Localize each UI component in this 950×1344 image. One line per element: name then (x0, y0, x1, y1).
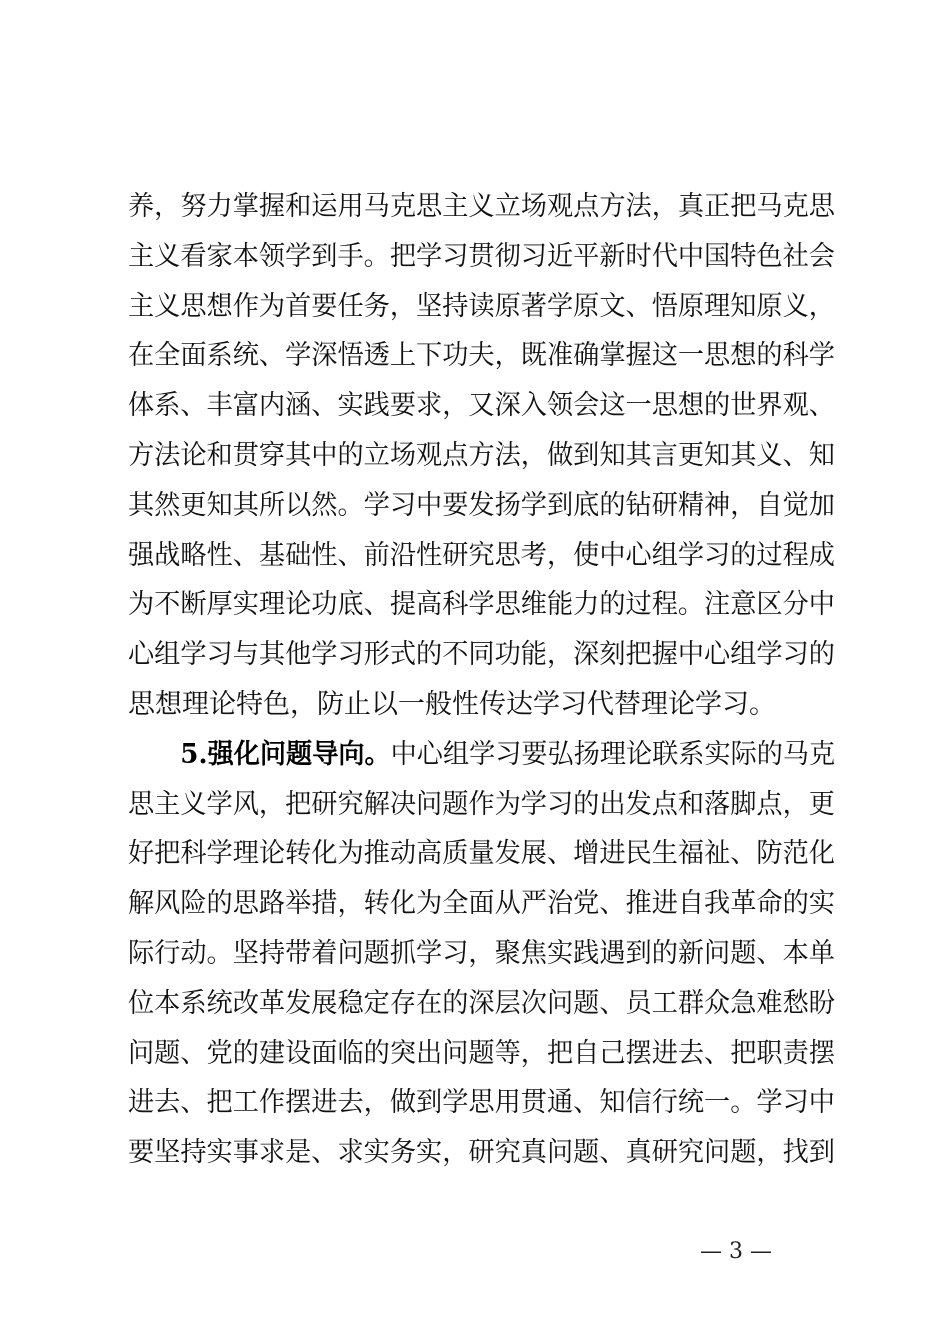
text-line (128, 929, 835, 979)
text-line-content: 解风险的思路举措，转化为全面从严治党、推进自我革命的实 (128, 888, 835, 920)
text-line (128, 431, 835, 481)
text-line-content: 方法论和贯穿其中的立场观点方法，做到知其言更知其义、知 (128, 439, 835, 471)
text-line-content: 心组学习与其他学习形式的不同功能，深刻把握中心组学习的 (128, 639, 835, 671)
text-line (128, 331, 835, 381)
text-line-content: 养，努力掌握和运用马克思主义立场观点方法，真正把马克思 (128, 191, 835, 222)
text-line-content: 思想理论特色，防止以一般性传达学习代替理论学习。 (128, 688, 776, 720)
heading-line-rest: 中心组学习要弘扬理论联系实际的马克 (390, 738, 836, 770)
text-line-content: 进去、把工作摆进去，做到学思用贯通、知信行统一。学习中 (128, 1087, 835, 1119)
text-line-content: 为不断厚实理论功底、提高科学思维能力的过程。注意区分中 (128, 589, 835, 621)
text-line (128, 531, 835, 581)
text-line (128, 232, 835, 282)
heading-line-content (128, 730, 835, 780)
page-number: — 3 — (700, 1239, 772, 1264)
text-line (128, 630, 835, 680)
text-line-content: 强战略性、基础性、前沿性研究思考，使中心组学习的过程成 (128, 539, 835, 571)
text-line (128, 381, 835, 431)
text-line (128, 1128, 835, 1178)
text-line-content: 体系、丰富内涵、实践要求，又深入领会这一思想的世界观、 (128, 390, 835, 422)
text-line (128, 580, 835, 630)
text-line (128, 780, 835, 830)
text-line (128, 1078, 835, 1128)
body-text (128, 182, 835, 1178)
text-line-content: 主义看家本领学到手。把学习贯彻习近平新时代中国特色社会 (128, 240, 835, 272)
text-line-last (128, 680, 835, 730)
text-line-content: 思主义学风，把研究解决问题作为学习的出发点和落脚点，更 (128, 788, 835, 820)
text-line (128, 182, 835, 232)
text-line (128, 1029, 835, 1079)
text-line-content: 其然更知其所以然。学习中要发扬学到底的钻研精神，自觉加 (128, 489, 835, 521)
text-line (128, 481, 835, 531)
text-line-content: 在全面系统、学深悟透上下功夫，既准确掌握这一思想的科学 (128, 340, 835, 372)
text-line-content: 问题、党的建设面临的突出问题等，把自己摆进去、把职责摆 (128, 1037, 835, 1069)
text-line (128, 829, 835, 879)
section-heading: 5.强化问题导向。 (180, 738, 391, 770)
text-line (128, 979, 835, 1029)
text-line (128, 282, 835, 332)
text-line (128, 879, 835, 929)
text-line-content: 主义思想作为首要任务，坚持读原著学原文、悟原理知原义， (128, 290, 835, 322)
text-line-content: 要坚持实事求是、求实务实，研究真问题、真研究问题，找到 (128, 1137, 835, 1169)
text-line-content: 位本系统改革发展稳定存在的深层次问题、员工群众急难愁盼 (128, 987, 835, 1019)
section-heading-line (128, 730, 835, 780)
text-line-content: 好把科学理论转化为推动高质量发展、增进民生福祉、防范化 (128, 838, 835, 870)
text-line-content: 际行动。坚持带着问题抓学习，聚焦实践遇到的新问题、本单 (128, 937, 835, 969)
